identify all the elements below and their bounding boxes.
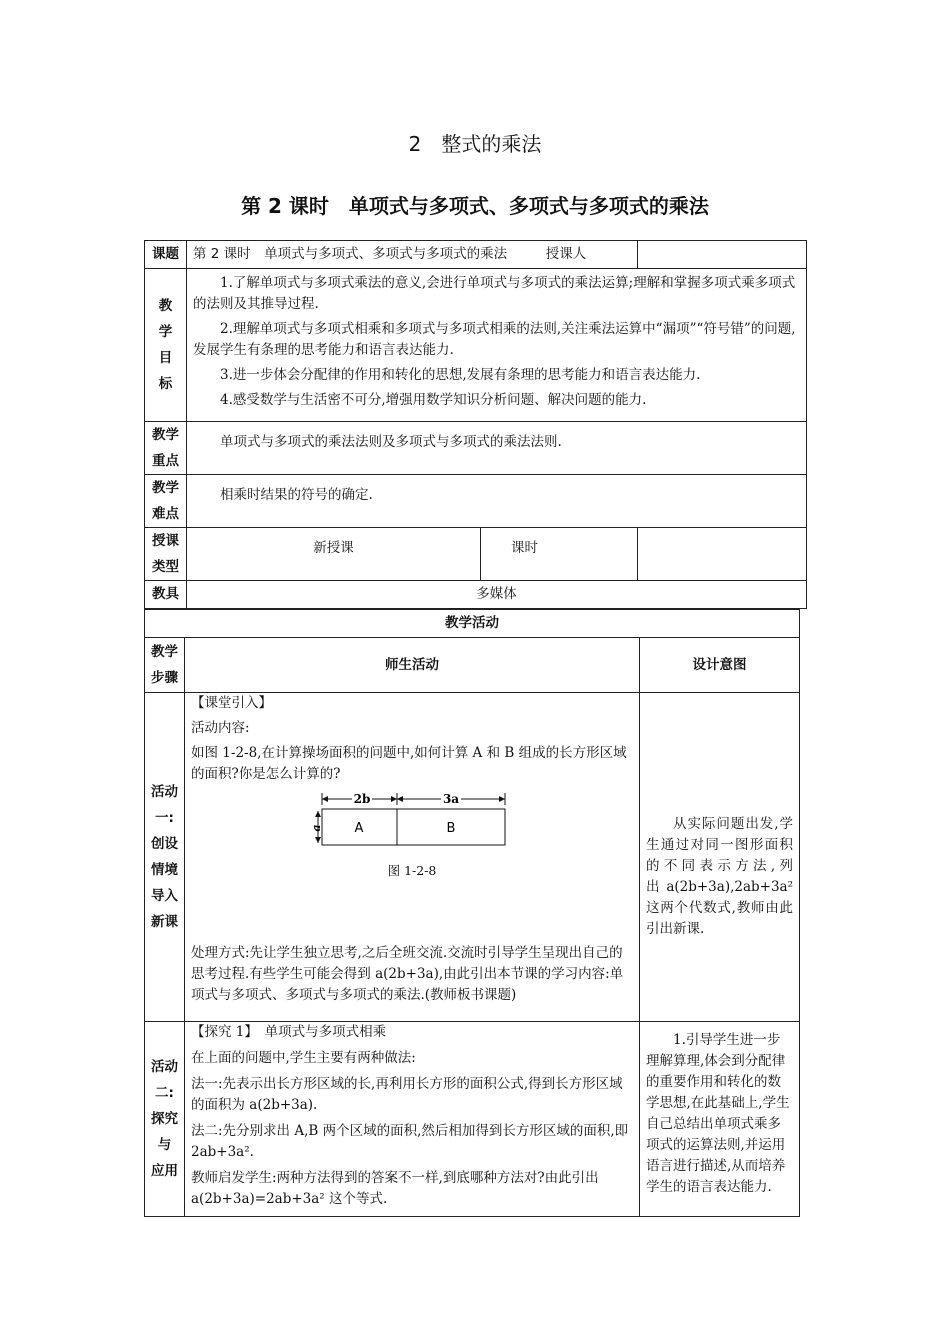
- topic-label: 课题: [145, 241, 187, 269]
- arrow-head: [499, 796, 505, 802]
- activity-table: [144, 609, 834, 1217]
- arrow-head: [315, 837, 321, 843]
- act1-method: 处理方式:先让学生独立思考,之后全班交流.交流时引导学生呈现出自己的思考过程.有些学生可能会得到 a(2b+3a),由此引出本节课的学习内容:单项式与多项式、多项式与多项式的乘法.(教师板书课题): [191, 945, 624, 1003]
- goal-item: 3.进一步体会分配律的作用和转化的思想,发展有条理的思考能力和语言表达能力.: [220, 367, 701, 383]
- lesson-subtitle: 第 2 课时 单项式与多项式、多项式与多项式的乘法: [241, 194, 709, 218]
- arrow-head: [391, 796, 397, 802]
- act2-line: 教师启发学生:两种方法得到的答案不一样,到底哪种方法对?由此引出 a(2b+3a)=2ab+3a² 这个等式.: [191, 1170, 599, 1207]
- goal-item: 4.感受数学与生活密不可分,增强用数学知识分析问题、解决问题的能力.: [220, 392, 647, 408]
- page-title: 2 整式的乘法: [408, 132, 542, 156]
- act2-intent: 1.引导学生进一步理解算理,体会到分配律的重要作用和转化的数学思想,在此基础上,学生自己总结出单项式乘多项式的运算法则,并运用语言进行描述,从而培养学生的语言表达能力.: [646, 1032, 790, 1195]
- activity-heading: 教学活动: [145, 610, 800, 638]
- label-2b: 2b: [353, 792, 371, 806]
- label-3a: 3a: [442, 792, 460, 806]
- act1-intent: 从实际问题出发,学生通过对同一图形面积的不同表示方法,列 出 a(2b+3a),2ab+3a² 这两个代数式,教师由此引出新课.: [646, 816, 834, 937]
- difficulty-value: 相乘时结果的符号的确定.: [220, 487, 373, 503]
- col-step-header: 教学 步骤: [145, 638, 185, 693]
- region-b-label: B: [446, 821, 456, 836]
- arrow-head: [315, 811, 321, 817]
- teacher-value: [638, 241, 807, 269]
- act2-line: 法二:先分别求出 A,B 两个区域的面积,然后相加得到长方形区域的面积,即 2ab+3a².: [191, 1123, 629, 1160]
- col-intent-header: 设计意图: [640, 638, 800, 693]
- act2-step: 活动 二: 探究 与 应用: [145, 1022, 185, 1217]
- figure-caption: 图 1-2-8: [387, 863, 437, 878]
- difficulty-label: 教学 难点: [145, 475, 187, 528]
- tools-value: 多媒体: [187, 581, 807, 609]
- type-label: 授课 类型: [145, 528, 187, 581]
- type-value: 新授课: [187, 528, 481, 581]
- goal-item: 1.了解单项式与多项式乘法的意义,会进行单项式与多项式的乘法运算;理解和掌握多项式乘多项式的法则及其推导过程.: [193, 275, 796, 312]
- act2-section: 【探究 1】 单项式与多项式相乘: [191, 1024, 387, 1040]
- rectangle-diagram: [312, 791, 512, 851]
- key-value: 单项式与多项式的乘法法则及多项式与多项式的乘法法则.: [220, 434, 562, 450]
- topic-value: 第 2 课时 单项式与多项式、多项式与多项式的乘法: [193, 246, 508, 262]
- hours-value: [638, 528, 807, 581]
- goals-label: 教 学 目 标: [145, 269, 187, 422]
- teacher-label: 授课人: [545, 246, 587, 262]
- key-label: 教学 重点: [145, 422, 187, 475]
- act2-line: 法一:先表示出长方形区域的长,再利用长方形的面积公式,得到长方形区域的面积为 a(2b+3a).: [191, 1076, 623, 1113]
- arrow-head: [397, 796, 403, 802]
- goal-item: 2.理解单项式与多项式相乘和多项式与多项式相乘的法则,关注乘法运算中“漏项”“符号错”的问题,发展学生有条理的思考能力和语言表达能力.: [193, 321, 796, 358]
- area-figure: [191, 791, 633, 881]
- label-a: a: [310, 824, 323, 832]
- act1-content-label: 活动内容:: [191, 720, 250, 736]
- arrow-head: [322, 796, 328, 802]
- act1-section: 【课堂引入】: [191, 695, 272, 711]
- act2-line: 在上面的问题中,学生主要有两种做法:: [191, 1050, 416, 1066]
- col-activity-header: 师生活动: [185, 638, 640, 693]
- act1-step: 活动 一: 创设 情境 导入 新课: [145, 693, 185, 1022]
- tools-label: 教具: [145, 581, 187, 609]
- hours-label: 课时: [481, 528, 638, 581]
- region-a-label: A: [354, 821, 364, 836]
- lesson-info-table: [144, 240, 807, 609]
- act1-question: 如图 1-2-8,在计算操场面积的问题中,如何计算 A 和 B 组成的长方形区域的面积?你是怎么计算的?: [191, 745, 627, 782]
